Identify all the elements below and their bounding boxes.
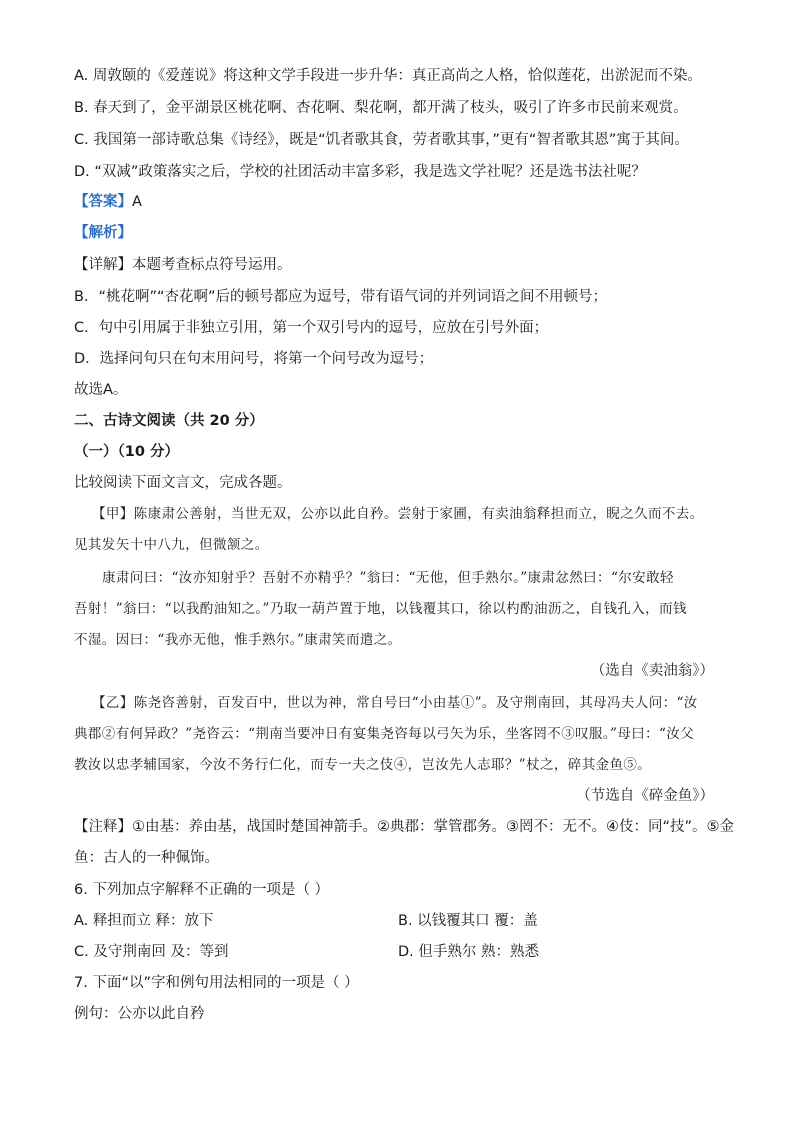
passage-yi-line: 教汝以忠孝辅国家，今汝不务行仁化，而专一夫之伎④，岂汝先人志耶？”杖之，碎其金鱼⑤。 (74, 757, 652, 773)
analysis-detail: 【详解】本题考查标点符号运用。 (74, 257, 292, 273)
passage-jia-source: （选自《卖油翁》） (590, 663, 714, 679)
q7-example: 例句：公亦以此自矜 (74, 1006, 205, 1022)
q5-option-b: B. 春天到了，金平湖景区桃花啊、杏花啊、梨花啊，都开满了枝头，吸引了许多市民前来观赏。 (74, 100, 688, 116)
section-subtitle: （一）（10 分） (74, 444, 179, 460)
q5-option-c: C. 我国第一部诗歌总集《诗经》，既是“饥者歌其食，劳者歌其事，”更有“智者歌其恩”寓于其间。 (74, 132, 689, 148)
section-title: 二、古诗文阅读（共 20 分） (74, 413, 264, 429)
q5-option-d: D. “双减”政策落实之后，学校的社团活动丰富多彩，我是选文学社呢？还是选书法社呢？ (74, 164, 646, 180)
q6-option-d: D. 但手熟尔 熟：熟悉 (398, 944, 539, 960)
notes-line: 鱼：古人的一种佩饰。 (74, 850, 219, 866)
notes-line: 【注释】①由基：养由基，战国时楚国神箭手。②典郡：掌管郡务。③罔不：无不。④伎：同“技”。⑤金 (74, 819, 735, 835)
q5-option-a: A. 周敦颐的《爱莲说》将这种文学手段进一步升华：真正高尚之人格，恰似莲花，出淤泥而不染。 (74, 68, 702, 84)
passage-yi-line: 【乙】陈尧咨善射，百发百中，世以为神，常自号曰“小由基①”。及守荆南回，其母冯夫人问：“汝 (92, 695, 698, 711)
q6-stem: 6. 下列加点字解释不正确的一项是（ ） (74, 882, 330, 898)
passage-jia-line: 吾射！”翁曰：“以我酌油知之。”乃取一葫芦置于地，以钱覆其口，徐以杓酌油沥之，自钱孔入，而钱 (74, 601, 687, 617)
q6-option-a: A. 释担而立 释：放下 (74, 913, 214, 929)
analysis-label: 【解析】 (74, 225, 132, 241)
passage-jia-line: 康肃问曰：“汝亦知射乎？吾射不亦精乎？”翁曰：“无他，但手熟尔。”康肃忿然曰：“尔安敢轻 (102, 570, 674, 586)
q7-stem: 7. 下面“以”字和例句用法相同的一项是（ ） (74, 975, 359, 991)
passage-jia-line: 见其发矢十中八九，但微颔之。 (74, 537, 269, 553)
passage-yi-source: （节选自《碎金鱼》） (576, 788, 714, 804)
q6-option-c: C. 及守荆南回 及：等到 (74, 944, 229, 960)
q6-option-b: B. 以钱覆其口 覆：盖 (398, 913, 538, 929)
analysis-line-d: D．选择问句只在句末用问号，将第一个问号改为逗号； (74, 351, 434, 367)
answer-value: A (132, 194, 142, 210)
section-instruction: 比较阅读下面文言文，完成各题。 (74, 475, 292, 491)
passage-yi-line: 典郡②有何异政？”尧咨云：“荆南当要冲日有宴集尧咨每以弓矢为乐，坐客罔不③叹服。”母曰：“汝父 (74, 726, 695, 742)
analysis-line-b: B．“桃花啊”“杏花啊”后的顿号都应为逗号，带有语气词的并列词语之间不用顿号； (74, 289, 607, 305)
analysis-line-c: C．句中引用属于非独立引用，第一个双引号内的逗号，应放在引号外面； (74, 320, 549, 336)
answer-line (74, 192, 724, 212)
passage-jia-line: 【甲】陈康肃公善射，当世无双，公亦以此自矜。尝射于家圃，有卖油翁释担而立，睨之久而不去。 (92, 506, 704, 522)
answer-label: 【答案】 (74, 194, 132, 210)
passage-jia-line: 不湿。因曰：“我亦无他，惟手熟尔。”康肃笑而遣之。 (74, 632, 402, 648)
analysis-conclusion: 故选A。 (74, 382, 128, 398)
